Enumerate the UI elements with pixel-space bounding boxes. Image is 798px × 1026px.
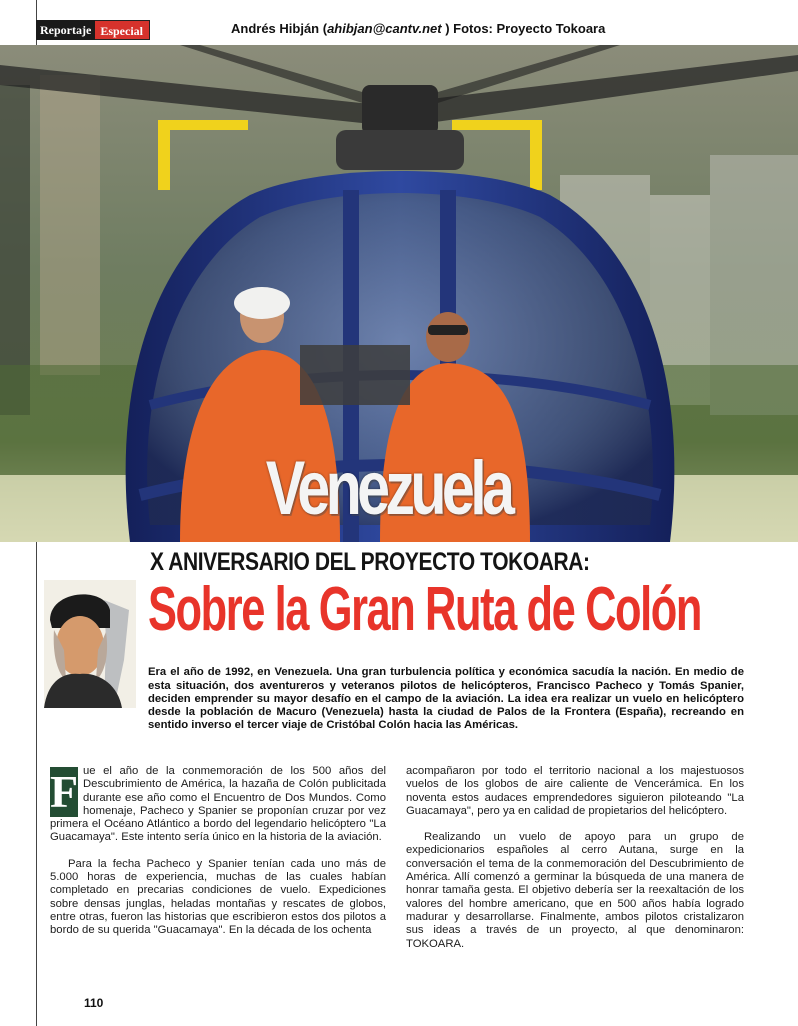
columbus-portrait-image <box>44 580 136 708</box>
page-header <box>36 20 798 40</box>
article-lede: Era el año de 1992, en Venezuela. Una gran turbulencia política y económica sacudía la nación. En medio de esta situación, dos aventureros y veteranos pilotos de helicópteros, Francisco Pacheco y Tomás Spanier, deciden emprender su mayor desafío en el campo de la aviación. La idea era realizar un vuelo en helicóptero desde la población de Macuro (Venezuela) hasta la ciudad de Palos de la Frontera (España), recreando en sentido inverso el tercer viaje de Cristóbal Colón hacia las Américas. <box>148 666 744 732</box>
article-paragraph: Realizando un vuelo de apoyo para un grupo de expedicionarios españoles al cerro Autana, surge en la conversación el tema de la conmemoración del Descubrimiento de América. Allí comenzó a germinar la búsqueda de una manera de honrar tamaña gesta. El objetivo debería ser la reexaltación de los valores del hombre americano, que en 500 años había logrado madurar y desarrollarse. Finalmente, ambos pilotos cristalizaron sus ideas a través de un proyecto, al que denominaron: TOKOARA. <box>406 831 744 950</box>
byline-author: Andrés Hibján ( <box>231 21 328 36</box>
article-column-right <box>406 765 744 951</box>
hero-photo <box>0 45 798 542</box>
section-tag-reportaje: Reportaje <box>36 20 95 40</box>
article-headline: Sobre la Gran Ruta de Colón <box>148 575 701 644</box>
byline <box>231 21 605 36</box>
section-tag-especial: Especial <box>95 20 150 40</box>
section-tag <box>36 20 150 40</box>
columbus-portrait <box>44 580 136 708</box>
byline-photo-credit: ) Fotos: Proyecto Tokoara <box>441 21 606 36</box>
article-paragraph-text: ue el año de la conmemoración de los 500 años del Descubrimiento de América, la hazaña de Colón publicitada durante ese año como el Encuentro de Dos Mundos. Como homenaje, Pacheco y Spanier se proponían cruzar por vez primera el Océano Atlántico a bordo del legendario helicóptero "La Guacamaya". Este intento sería único en la historia de la aviación. <box>50 765 386 844</box>
hero-overlay-title: Venezuela <box>265 446 511 531</box>
article-column-left <box>50 765 386 938</box>
drop-cap: F <box>50 766 79 817</box>
article-paragraph <box>50 765 386 845</box>
article-paragraph: Para la fecha Pacheco y Spanier tenían cada uno más de 5.000 horas de experiencia, muchas de las cuales habían completado en precarias condiciones de vuelo. Expediciones sobre densas junglas, heladas montañas y rescates de globos, entre otras, fueron las historias que escribieron estos dos pilotos a bordo de su querida "Guacamaya". En la década de los ochenta <box>50 857 386 937</box>
article-kicker: X ANIVERSARIO DEL PROYECTO TOKOARA: <box>150 548 590 576</box>
article-paragraph: acompañaron por todo el territorio nacional a los majestuosos vuelos de los globos de aire caliente de Vencerámica. En los noventa estos audaces emprendedores siguieron piloteando "La Guacamaya", pero ya en calidad de propietarios del helicóptero. <box>406 765 744 817</box>
author-email-link[interactable]: ahibjan@cantv.net <box>327 21 442 36</box>
page-number: 110 <box>84 996 104 1010</box>
